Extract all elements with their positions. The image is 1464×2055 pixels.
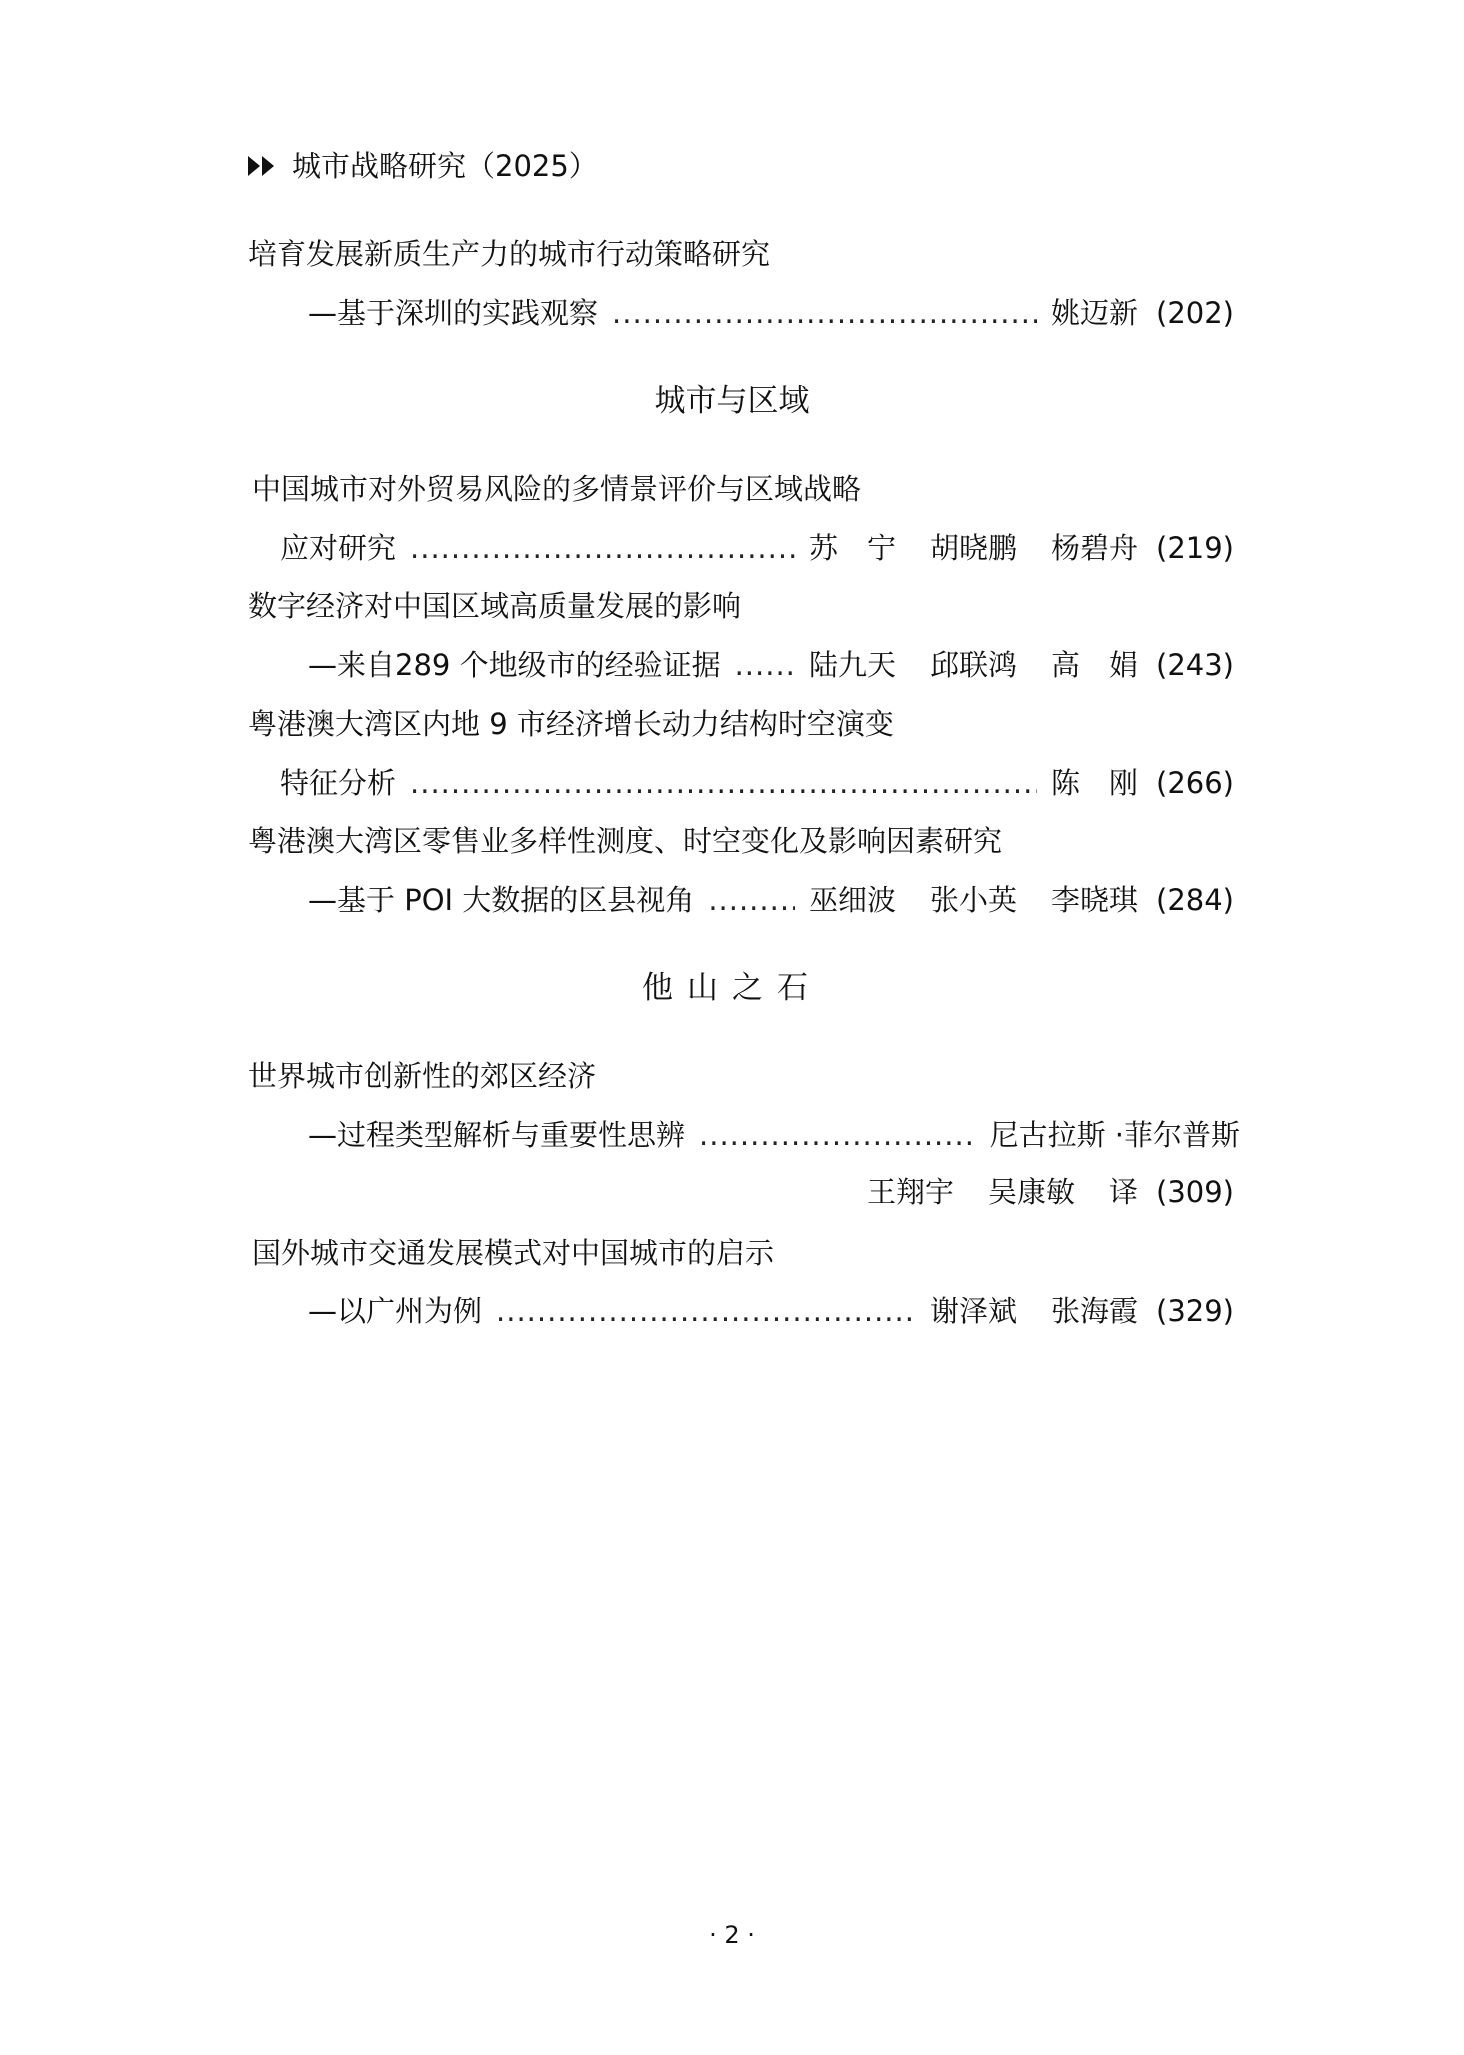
- page-ref: (243): [1156, 648, 1234, 682]
- author: 陆九天: [808, 648, 896, 682]
- double-play-arrow-icon: [248, 154, 278, 178]
- author: 杨碧舟: [1051, 531, 1139, 565]
- page-ref: (219): [1156, 531, 1234, 565]
- author-list: [809, 880, 1138, 920]
- toc-entry-title[interactable]: 中国城市对外贸易风险的多情景评价与区域战略: [252, 472, 862, 506]
- author-list: [990, 1115, 1240, 1155]
- toc-entry-title[interactable]: 培育发展新质生产力的城市行动策略研究: [248, 237, 771, 271]
- toc-entry-title[interactable]: 粤港澳大湾区内地 9 市经济增长动力结构时空演变: [248, 707, 894, 741]
- toc-entry-subtitle[interactable]: —以广州为例: [308, 1294, 483, 1328]
- toc-entry-subtitle[interactable]: 应对研究: [280, 531, 397, 565]
- leader-dots: [735, 645, 795, 685]
- author-list: [1051, 763, 1138, 803]
- toc-entry-subtitle[interactable]: 特征分析: [280, 766, 397, 800]
- author: 张海霞: [1051, 1294, 1139, 1328]
- leader-dots: [708, 880, 795, 920]
- page-ref: (266): [1156, 766, 1234, 800]
- toc-entry-detail: [308, 645, 1234, 685]
- leader-dots: [410, 763, 1037, 803]
- toc-entry-detail: [280, 763, 1234, 803]
- toc-entry-title[interactable]: 数字经济对中国区域高质量发展的影响: [248, 589, 742, 623]
- author: 陈 刚: [1051, 766, 1139, 800]
- journal-title: 城市战略研究（2025）: [292, 149, 598, 183]
- toc-entry-subtitle[interactable]: —来自289 个地级市的经验证据: [308, 648, 721, 682]
- section-title: 他山之石: [642, 970, 822, 1006]
- page-ref: (202): [1156, 296, 1234, 330]
- author: 苏 宁: [808, 531, 896, 565]
- leader-dots: [410, 528, 795, 568]
- author-list: [1051, 293, 1138, 333]
- journal-header: [248, 146, 598, 186]
- toc-entry-subtitle[interactable]: —基于 POI 大数据的区县视角: [308, 883, 695, 917]
- author-list: [809, 645, 1138, 685]
- author: 高 娟: [1051, 648, 1139, 682]
- leader-dots: [612, 293, 1037, 333]
- page-ref: (309): [1156, 1175, 1234, 1209]
- leader-dots: [496, 1291, 916, 1331]
- author: 张小英: [929, 883, 1017, 917]
- toc-entry-subtitle[interactable]: —过程类型解析与重要性思辨: [308, 1118, 686, 1152]
- toc-entry-title[interactable]: 世界城市创新性的郊区经济: [248, 1059, 597, 1093]
- translator: 王翔宇: [866, 1175, 954, 1209]
- toc-entry-subtitle[interactable]: —基于深圳的实践观察: [308, 296, 599, 330]
- translator: 吴康敏: [987, 1175, 1075, 1209]
- translator-label: 译: [1109, 1175, 1139, 1209]
- toc-entry-detail: [308, 1115, 1240, 1155]
- author-list: [809, 528, 1138, 568]
- toc-entry-detail: [308, 293, 1234, 333]
- toc-entry-detail: [280, 528, 1234, 568]
- author: 邱联鸿: [929, 648, 1017, 682]
- author: 谢泽斌: [929, 1294, 1017, 1328]
- toc-entry-detail: [308, 1291, 1234, 1331]
- author-list: [930, 1291, 1138, 1331]
- author: 尼古拉斯 ·菲尔普斯: [989, 1118, 1240, 1152]
- page-number: · 2 ·: [709, 1921, 755, 1949]
- toc-entry-detail: [308, 880, 1234, 920]
- author: 巫细波: [808, 883, 896, 917]
- translator-line: [760, 1172, 1234, 1212]
- author: 姚迈新: [1051, 296, 1139, 330]
- author: 李晓琪: [1051, 883, 1139, 917]
- page-ref: (284): [1156, 883, 1234, 917]
- toc-entry-title[interactable]: 粤港澳大湾区零售业多样性测度、时空变化及影响因素研究: [248, 824, 1003, 858]
- toc-entry-title[interactable]: 国外城市交通发展模式对中国城市的启示: [252, 1236, 775, 1270]
- page-ref: (329): [1156, 1294, 1234, 1328]
- leader-dots: [699, 1115, 976, 1155]
- translator-list: [867, 1172, 1138, 1212]
- section-title: 城市与区域: [654, 383, 810, 419]
- author: 胡晓鹏: [929, 531, 1017, 565]
